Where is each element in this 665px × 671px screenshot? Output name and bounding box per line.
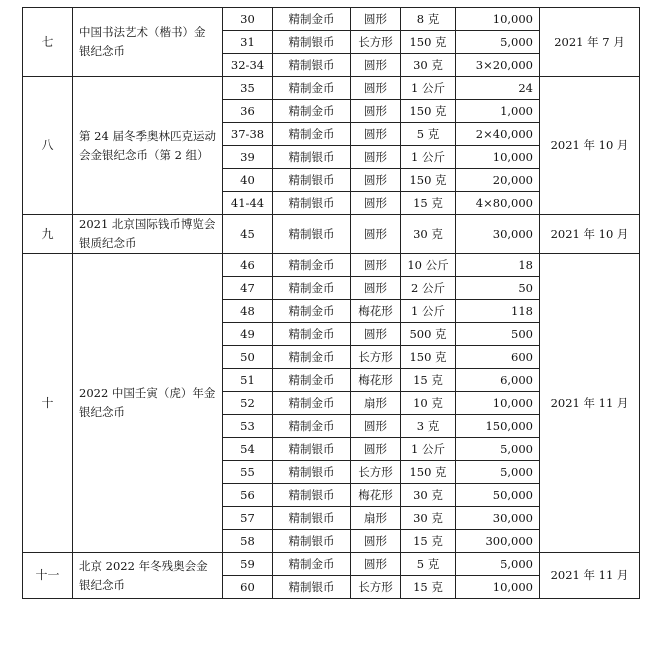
coin-shape-cell: 梅花形 — [351, 484, 401, 507]
coin-number-cell: 56 — [223, 484, 273, 507]
mintage-cell: 5,000 — [456, 31, 540, 54]
release-date-cell: 2021 年 11 月 — [540, 553, 640, 599]
mintage-cell: 5,000 — [456, 461, 540, 484]
coin-type-cell: 精制金币 — [273, 277, 351, 300]
coin-number-cell: 41-44 — [223, 192, 273, 215]
coin-type-cell: 精制银币 — [273, 576, 351, 599]
coin-type-cell: 精制银币 — [273, 461, 351, 484]
group-number-cell: 九 — [23, 215, 73, 254]
coin-spec-cell: 8 克 — [401, 8, 456, 31]
group-number-cell: 十一 — [23, 553, 73, 599]
group-number-cell: 十 — [23, 254, 73, 553]
table-row — [23, 215, 640, 254]
coin-shape-cell: 圆形 — [351, 254, 401, 277]
mintage-cell: 18 — [456, 254, 540, 277]
coin-spec-cell: 1 公斤 — [401, 77, 456, 100]
mintage-cell: 10,000 — [456, 576, 540, 599]
coin-shape-cell: 圆形 — [351, 100, 401, 123]
coin-spec-cell: 5 克 — [401, 553, 456, 576]
coin-shape-cell: 长方形 — [351, 461, 401, 484]
mintage-cell: 500 — [456, 323, 540, 346]
coin-shape-cell: 圆形 — [351, 169, 401, 192]
coin-type-cell: 精制金币 — [273, 8, 351, 31]
coin-type-cell: 精制银币 — [273, 146, 351, 169]
release-date-cell: 2021 年 10 月 — [540, 77, 640, 215]
coin-spec-cell: 2 公斤 — [401, 277, 456, 300]
coin-spec-cell: 15 克 — [401, 192, 456, 215]
coin-number-cell: 35 — [223, 77, 273, 100]
table-row — [23, 254, 640, 277]
coin-number-cell: 59 — [223, 553, 273, 576]
coin-shape-cell: 圆形 — [351, 530, 401, 553]
coin-shape-cell: 长方形 — [351, 346, 401, 369]
coin-shape-cell: 扇形 — [351, 507, 401, 530]
table-row — [23, 77, 640, 100]
release-date-cell: 2021 年 10 月 — [540, 215, 640, 254]
mintage-cell: 30,000 — [456, 215, 540, 254]
coin-number-cell: 55 — [223, 461, 273, 484]
coin-type-cell: 精制金币 — [273, 553, 351, 576]
coin-number-cell: 52 — [223, 392, 273, 415]
coin-spec-cell: 15 克 — [401, 576, 456, 599]
release-date-cell: 2021 年 11 月 — [540, 254, 640, 553]
coin-spec-cell: 15 克 — [401, 369, 456, 392]
coin-number-cell: 36 — [223, 100, 273, 123]
coin-shape-cell: 圆形 — [351, 553, 401, 576]
mintage-cell: 6,000 — [456, 369, 540, 392]
coin-type-cell: 精制金币 — [273, 392, 351, 415]
coin-number-cell: 57 — [223, 507, 273, 530]
coin-number-cell: 53 — [223, 415, 273, 438]
coin-type-cell: 精制金币 — [273, 77, 351, 100]
coin-shape-cell: 圆形 — [351, 123, 401, 146]
group-number-cell: 七 — [23, 8, 73, 77]
coin-type-cell: 精制银币 — [273, 215, 351, 254]
mintage-cell: 50,000 — [456, 484, 540, 507]
coin-spec-cell: 30 克 — [401, 215, 456, 254]
coin-project-name-cell: 2022 中国壬寅（虎）年金银纪念币 — [73, 254, 223, 553]
coin-shape-cell: 梅花形 — [351, 369, 401, 392]
coin-type-cell: 精制银币 — [273, 507, 351, 530]
coin-spec-cell: 150 克 — [401, 346, 456, 369]
mintage-cell: 300,000 — [456, 530, 540, 553]
coin-project-name-cell: 北京 2022 年冬残奥会金银纪念币 — [73, 553, 223, 599]
coin-spec-cell: 500 克 — [401, 323, 456, 346]
coin-type-cell: 精制金币 — [273, 369, 351, 392]
coin-shape-cell: 圆形 — [351, 215, 401, 254]
coin-type-cell: 精制银币 — [273, 169, 351, 192]
coin-issuance-table — [22, 7, 640, 599]
coin-spec-cell: 30 克 — [401, 484, 456, 507]
release-date-cell: 2021 年 7 月 — [540, 8, 640, 77]
group-number-cell: 八 — [23, 77, 73, 215]
coin-number-cell: 54 — [223, 438, 273, 461]
mintage-cell: 3×20,000 — [456, 54, 540, 77]
coin-spec-cell: 1 公斤 — [401, 300, 456, 323]
coin-number-cell: 40 — [223, 169, 273, 192]
coin-number-cell: 48 — [223, 300, 273, 323]
coin-shape-cell: 圆形 — [351, 77, 401, 100]
mintage-cell: 150,000 — [456, 415, 540, 438]
coin-number-cell: 31 — [223, 31, 273, 54]
coin-type-cell: 精制银币 — [273, 484, 351, 507]
coin-spec-cell: 5 克 — [401, 123, 456, 146]
mintage-cell: 2×40,000 — [456, 123, 540, 146]
mintage-cell: 5,000 — [456, 553, 540, 576]
coin-shape-cell: 圆形 — [351, 146, 401, 169]
coin-type-cell: 精制银币 — [273, 192, 351, 215]
coin-number-cell: 50 — [223, 346, 273, 369]
coin-shape-cell: 圆形 — [351, 415, 401, 438]
coin-number-cell: 39 — [223, 146, 273, 169]
mintage-cell: 118 — [456, 300, 540, 323]
coin-shape-cell: 长方形 — [351, 31, 401, 54]
mintage-cell: 50 — [456, 277, 540, 300]
coin-number-cell: 32-34 — [223, 54, 273, 77]
coin-shape-cell: 梅花形 — [351, 300, 401, 323]
coin-number-cell: 30 — [223, 8, 273, 31]
mintage-cell: 600 — [456, 346, 540, 369]
coin-type-cell: 精制金币 — [273, 346, 351, 369]
mintage-cell: 10,000 — [456, 392, 540, 415]
coin-spec-cell: 150 克 — [401, 100, 456, 123]
coin-type-cell: 精制金币 — [273, 323, 351, 346]
coin-type-cell: 精制银币 — [273, 54, 351, 77]
coin-number-cell: 60 — [223, 576, 273, 599]
coin-spec-cell: 30 克 — [401, 507, 456, 530]
mintage-cell: 20,000 — [456, 169, 540, 192]
coin-type-cell: 精制金币 — [273, 123, 351, 146]
coin-number-cell: 37-38 — [223, 123, 273, 146]
coin-type-cell: 精制金币 — [273, 415, 351, 438]
coin-spec-cell: 1 公斤 — [401, 146, 456, 169]
coin-spec-cell: 3 克 — [401, 415, 456, 438]
coin-type-cell: 精制金币 — [273, 100, 351, 123]
coin-project-name-cell: 中国书法艺术（楷书）金银纪念币 — [73, 8, 223, 77]
coin-spec-cell: 10 公斤 — [401, 254, 456, 277]
table-row — [23, 553, 640, 576]
coin-type-cell: 精制银币 — [273, 438, 351, 461]
table-row — [23, 8, 640, 31]
coin-project-name-cell: 第 24 届冬季奥林匹克运动会金银纪念币（第 2 组） — [73, 77, 223, 215]
coin-shape-cell: 圆形 — [351, 323, 401, 346]
mintage-cell: 30,000 — [456, 507, 540, 530]
coin-shape-cell: 长方形 — [351, 576, 401, 599]
coin-shape-cell: 扇形 — [351, 392, 401, 415]
mintage-cell: 24 — [456, 77, 540, 100]
coin-spec-cell: 30 克 — [401, 54, 456, 77]
coin-spec-cell: 150 克 — [401, 31, 456, 54]
coin-type-cell: 精制金币 — [273, 254, 351, 277]
coin-shape-cell: 圆形 — [351, 8, 401, 31]
coin-spec-cell: 10 克 — [401, 392, 456, 415]
coin-number-cell: 46 — [223, 254, 273, 277]
coin-number-cell: 58 — [223, 530, 273, 553]
table-body — [23, 8, 640, 599]
coin-number-cell: 45 — [223, 215, 273, 254]
coin-shape-cell: 圆形 — [351, 192, 401, 215]
mintage-cell: 5,000 — [456, 438, 540, 461]
mintage-cell: 1,000 — [456, 100, 540, 123]
coin-type-cell: 精制金币 — [273, 300, 351, 323]
coin-spec-cell: 1 公斤 — [401, 438, 456, 461]
coin-shape-cell: 圆形 — [351, 54, 401, 77]
mintage-cell: 4×80,000 — [456, 192, 540, 215]
coin-project-name-cell: 2021 北京国际钱币博览会银质纪念币 — [73, 215, 223, 254]
coin-spec-cell: 150 克 — [401, 169, 456, 192]
coin-type-cell: 精制银币 — [273, 31, 351, 54]
coin-spec-cell: 150 克 — [401, 461, 456, 484]
mintage-cell: 10,000 — [456, 8, 540, 31]
coin-number-cell: 49 — [223, 323, 273, 346]
coin-shape-cell: 圆形 — [351, 277, 401, 300]
coin-spec-cell: 15 克 — [401, 530, 456, 553]
coin-shape-cell: 圆形 — [351, 438, 401, 461]
coin-number-cell: 51 — [223, 369, 273, 392]
mintage-cell: 10,000 — [456, 146, 540, 169]
coin-number-cell: 47 — [223, 277, 273, 300]
coin-type-cell: 精制银币 — [273, 530, 351, 553]
